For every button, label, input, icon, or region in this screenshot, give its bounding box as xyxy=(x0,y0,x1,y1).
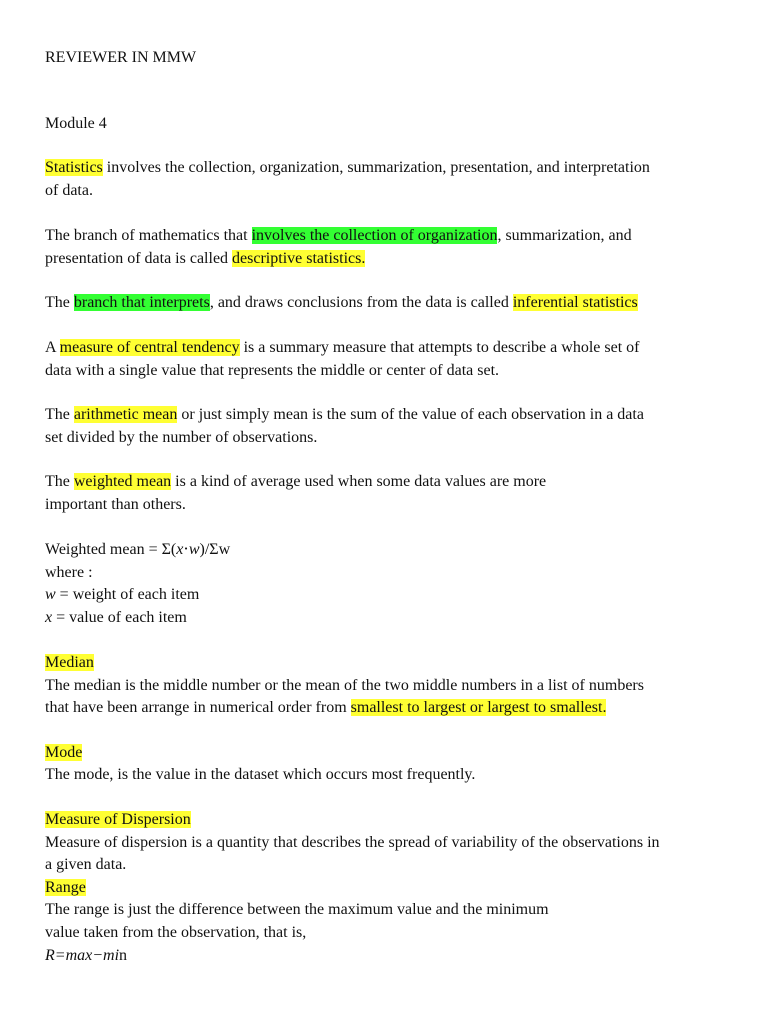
text: or just simply mean is the sum of the value of each observation in a data xyxy=(177,406,644,423)
text: that have been arrange in numerical order from xyxy=(45,699,351,716)
highlight-green: branch that interprets xyxy=(73,294,210,311)
range-line-1: The range is just the difference between the maximum value and the minimum xyxy=(45,901,549,918)
median-line-1: The median is the middle number or the mean of the two middle numbers in a list of numbers xyxy=(45,677,644,694)
text: The xyxy=(45,406,74,423)
descriptive-line-2 xyxy=(45,248,365,270)
text: , and draws conclusions from the data is called xyxy=(209,294,513,311)
text: )/Σw xyxy=(199,541,231,558)
text: = value of each item xyxy=(52,609,187,626)
formula-x-definition xyxy=(45,607,187,629)
formula-variable: x xyxy=(45,609,53,626)
mode-heading xyxy=(45,742,82,764)
text: involves the collection, organization, summarization, presentation, and interpretation xyxy=(102,159,650,176)
text: A xyxy=(45,339,60,356)
text: is a kind of average used when some data values are more xyxy=(171,473,547,490)
range-heading xyxy=(45,877,86,899)
highlight-smallest-largest: smallest to largest or largest to smallest. xyxy=(350,699,607,716)
text: The xyxy=(45,294,74,311)
highlight-dispersion: Measure of Dispersion xyxy=(45,811,191,828)
statistics-definition-line-1 xyxy=(45,157,650,179)
dispersion-line-1: Measure of dispersion is a quantity that describes the spread of variability of the observations in xyxy=(45,834,660,851)
arithmetic-mean-line-1 xyxy=(45,404,644,426)
highlight-weighted-mean: weighted mean xyxy=(73,473,172,490)
median-heading xyxy=(45,652,94,674)
descriptive-line-1 xyxy=(45,225,632,247)
statistics-definition-line-2: of data. xyxy=(45,182,93,199)
highlight-median: Median xyxy=(45,654,94,671)
highlight-mode: Mode xyxy=(45,744,83,761)
highlight-statistics: Statistics xyxy=(45,159,103,176)
median-line-2 xyxy=(45,697,606,719)
central-tendency-line-2: data with a single value that represents the middle or center of data set. xyxy=(45,362,500,379)
inferential-line xyxy=(45,292,638,314)
arithmetic-mean-line-2: set divided by the number of observations. xyxy=(45,429,318,446)
text: = weight of each item xyxy=(55,586,200,603)
formula-variable: w xyxy=(45,586,56,603)
text: is a summary measure that attempts to describe a whole set of xyxy=(239,339,640,356)
text: Weighted mean = Σ( xyxy=(45,541,177,558)
weighted-mean-line-2: important than others. xyxy=(45,496,186,513)
formula-where: where : xyxy=(45,564,93,581)
central-tendency-line-1 xyxy=(45,337,639,359)
formula-variable: x⋅w xyxy=(176,541,200,558)
highlight-green: involves the collection of organization xyxy=(251,227,498,244)
dispersion-heading xyxy=(45,809,191,831)
text: n xyxy=(119,947,128,964)
highlight-central-tendency: measure of central tendency xyxy=(59,339,240,356)
mode-line-1: The mode, is the value in the dataset which occurs most frequently. xyxy=(45,766,476,783)
weighted-mean-formula xyxy=(45,539,230,561)
text: The xyxy=(45,473,74,490)
dispersion-line-2: a given data. xyxy=(45,856,127,873)
formula-variable: R=max−mi xyxy=(45,947,120,964)
formula-w-definition xyxy=(45,584,199,606)
text: , summarization, and xyxy=(497,227,632,244)
module-heading: Module 4 xyxy=(45,115,107,132)
range-line-2: value taken from the observation, that is, xyxy=(45,924,307,941)
range-formula xyxy=(45,945,127,967)
weighted-mean-line-1 xyxy=(45,471,546,493)
highlight-arithmetic-mean: arithmetic mean xyxy=(73,406,178,423)
text: presentation of data is called xyxy=(45,250,233,267)
text: The branch of mathematics that xyxy=(45,227,252,244)
highlight-descriptive-statistics: descriptive statistics. xyxy=(232,250,366,267)
highlight-range: Range xyxy=(45,879,86,896)
document-title: REVIEWER IN MMW xyxy=(45,49,197,66)
highlight-inferential-statistics: inferential statistics xyxy=(512,294,638,311)
